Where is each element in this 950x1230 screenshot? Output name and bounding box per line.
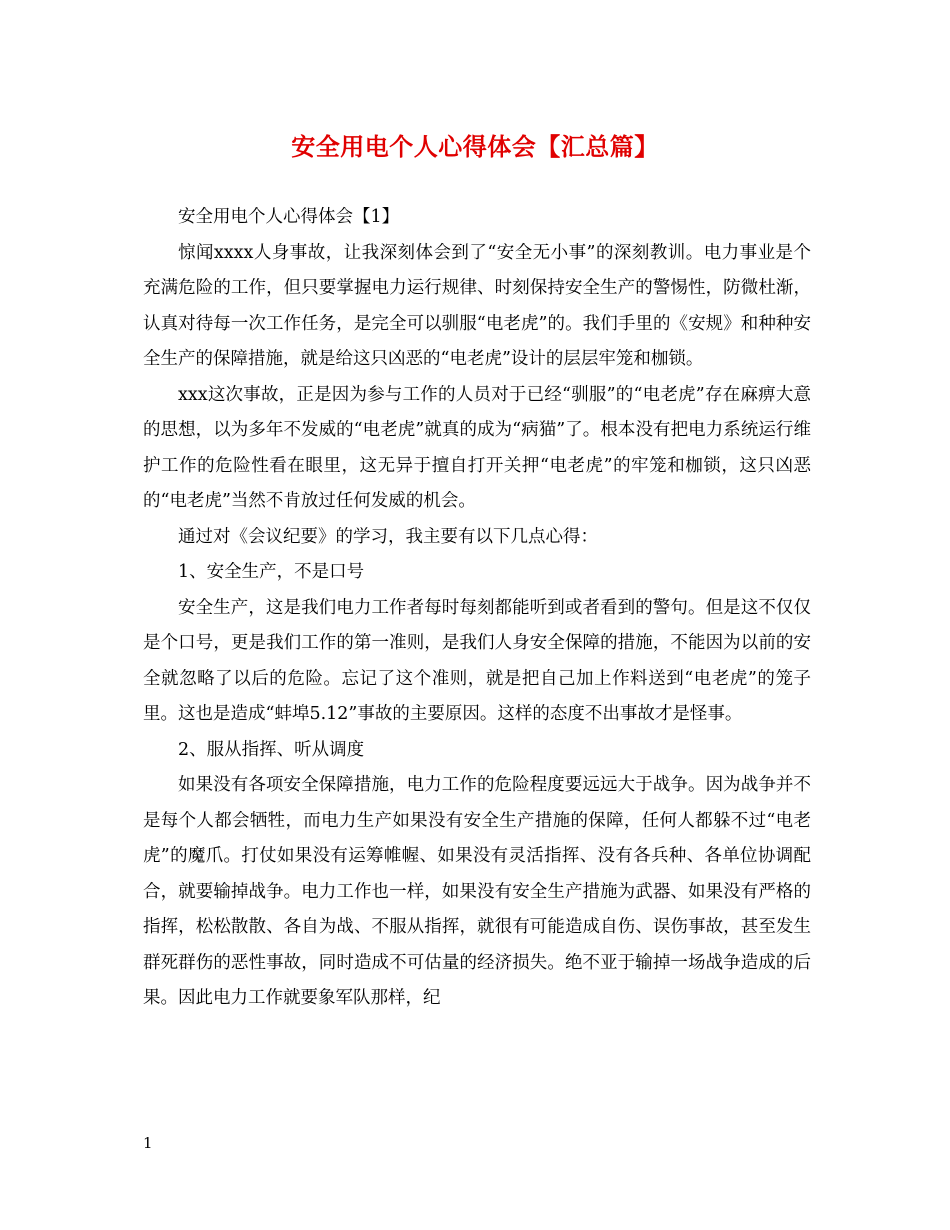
paragraph: 安全生产，这是我们电力工作者每时每刻都能听到或者看到的警句。但是这不仅仅是个口号，更是我们工作的第一准则，是我们人身安全保障的措施，不能因为以前的安全就忽略了以后的危险。忘记了这个准则，就是把自己加上作料送到“电老虎”的笼子里。这也是造成“蚌埠5.12”事故的主要原因。这样的态度不出事故才是怪事。 [143,597,811,724]
paragraph: 通过对《会议纪要》的学习，我主要有以下几点心得： [178,526,598,547]
page-number: 1 [143,1134,153,1152]
point-heading: 2、服从指挥、听从调度 [178,739,365,760]
paragraph: 惊闻xxxx人身事故，让我深刻体会到了“安全无小事”的深刻教训。电力事业是个充满危险的工作，但只要掌握电力运行规律、时刻保持安全生产的警惕性，防微杜渐，认真对待每一次工作任务，是完全可以驯服“电老虎”的。我们手里的《安规》和种种安全生产的保障措施，就是给这只凶恶的“电老虎”设计的层层牢笼和枷锁。 [143,242,811,369]
document-title: 安全用电个人心得体会【汇总篇】 [291,132,659,161]
point-heading: 1、安全生产，不是口号 [178,562,365,582]
document-body [143,200,811,1017]
paragraph: 如果没有各项安全保障措施，电力工作的危险程度要远远大于战争。因为战争并不是每个人都会牺牲，而电力生产如果没有安全生产措施的保障，任何人都躲不过“电老虎”的魔爪。打仗如果没有运筹帷幄、如果没有灵活指挥、没有各兵种、各单位协调配合，就要输掉战争。电力工作也一样，如果没有安全生产措施为武器、如果没有严格的指挥，松松散散、各自为战、不服从指挥，就很有可能造成自伤、误伤事故，甚至发生群死群伤的恶性事故，同时造成不可估量的经济损失。绝不亚于输掉一场战争造成的后果。因此电力工作就要象军队那样，纪 [143,775,811,1008]
paragraph: xxx这次事故，正是因为参与工作的人员对于已经“驯服”的“电老虎”存在麻痹大意的思想，以为多年不发威的“电老虎”就真的成为“病猫”了。根本没有把电力系统运行维护工作的危险性看在眼里，这无异于擅自打开关押“电老虎”的牢笼和枷锁，这只凶恶的“电老虎”当然不肯放过任何发威的机会。 [143,384,811,511]
section-heading: 安全用电个人心得体会【1】 [178,207,400,227]
